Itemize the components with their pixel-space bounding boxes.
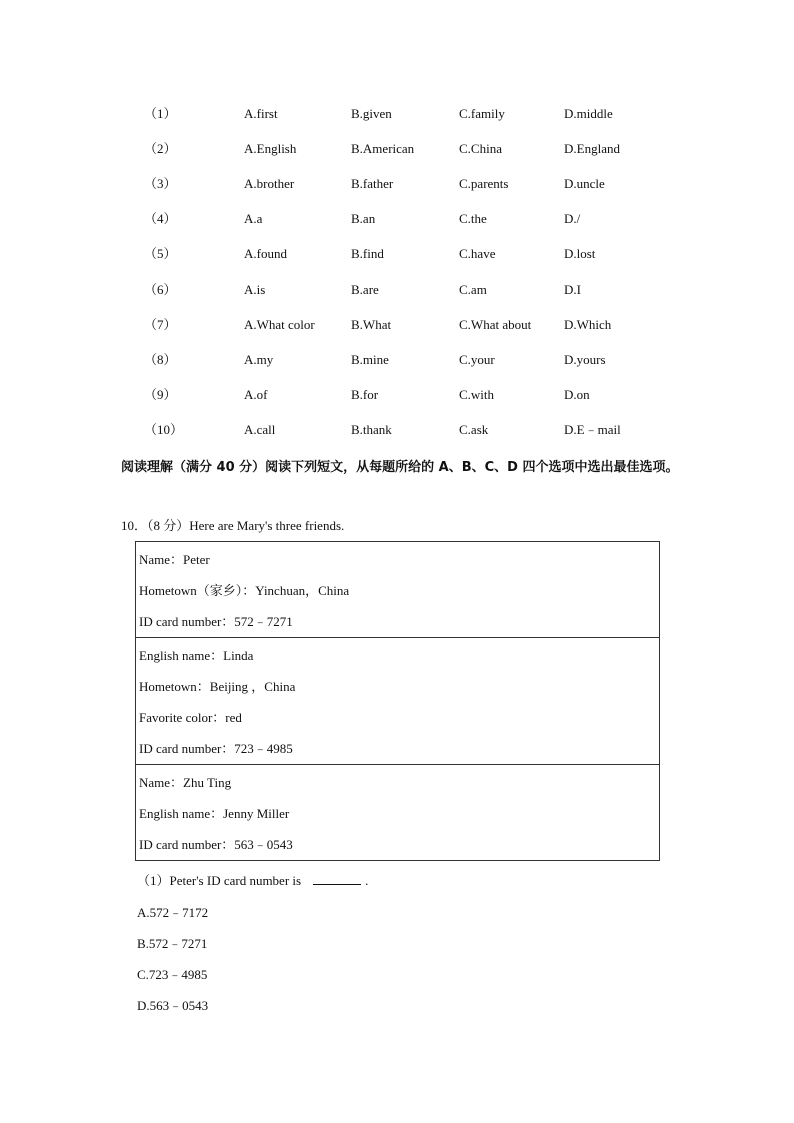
option-number: （9）	[144, 387, 177, 402]
option-number: （7）	[144, 317, 177, 332]
option-b: B.American	[351, 141, 415, 156]
option-d: D.lost	[564, 246, 596, 261]
option-b: B.find	[351, 246, 384, 261]
option-b: B.father	[351, 176, 394, 191]
info-line: Name：Zhu Ting	[139, 775, 232, 790]
answer-choice[interactable]: A.572﹣7172	[137, 905, 209, 920]
option-c: C.family	[459, 106, 505, 121]
sub-question-prompt: （1）Peter's ID card number is	[137, 873, 302, 888]
info-line: ID card number：563﹣0543	[139, 837, 293, 852]
option-b: B.What	[351, 317, 392, 332]
option-b: B.thank	[351, 422, 392, 437]
option-number: （5）	[144, 246, 177, 261]
option-a: A.found	[244, 246, 287, 261]
option-c: C.with	[459, 387, 495, 402]
option-a: A.What color	[244, 317, 315, 332]
answer-blank[interactable]	[313, 870, 361, 885]
option-c: C.parents	[459, 176, 509, 191]
option-c: C.am	[459, 282, 487, 297]
option-b: B.for	[351, 387, 379, 402]
option-number: （1）	[144, 106, 177, 121]
info-line: Hometown：Beijing ，China	[139, 679, 296, 694]
option-a: A.is	[244, 282, 266, 297]
option-c: C.What about	[459, 317, 532, 332]
option-a: A.my	[244, 352, 274, 367]
option-a: A.call	[244, 422, 276, 437]
option-b: B.mine	[351, 352, 389, 367]
option-c: C.ask	[459, 422, 489, 437]
answer-choice[interactable]: B.572﹣7271	[137, 936, 208, 951]
info-line: Name：Peter	[139, 552, 210, 567]
info-line: Hometown（家乡）：Yinchuan，China	[139, 583, 350, 598]
option-number: （8）	[144, 352, 177, 367]
answer-choice[interactable]: D.563﹣0543	[137, 998, 209, 1013]
info-line: English name：Jenny Miller	[139, 806, 290, 821]
option-c: C.the	[459, 211, 487, 226]
option-number: （3）	[144, 176, 177, 191]
friend-card-peter	[136, 544, 659, 638]
friends-info-table	[135, 541, 660, 861]
option-c: C.China	[459, 141, 502, 156]
option-d: D.E﹣mail	[564, 422, 621, 437]
option-c: C.your	[459, 352, 495, 367]
question-title: 10．（8 分）Here are Mary's three friends.	[121, 518, 345, 533]
option-number: （6）	[144, 282, 177, 297]
friend-card-linda	[136, 640, 659, 765]
option-d: D.I	[564, 282, 581, 297]
option-d: D.yours	[564, 352, 606, 367]
option-a: A.brother	[244, 176, 295, 191]
sub-question	[137, 870, 368, 892]
option-d: D.uncle	[564, 176, 605, 191]
option-d: D.Which	[564, 317, 612, 332]
info-line: ID card number：723﹣4985	[139, 741, 293, 756]
option-b: B.are	[351, 282, 379, 297]
option-a: A.English	[244, 141, 297, 156]
option-c: C.have	[459, 246, 496, 261]
option-d: D.England	[564, 141, 620, 156]
option-number: （2）	[144, 141, 177, 156]
option-b: B.given	[351, 106, 392, 121]
info-line: ID card number：572﹣7271	[139, 614, 293, 629]
option-a: A.a	[244, 211, 263, 226]
section-heading: 阅读理解（满分 40 分）阅读下列短文，从每题所给的 A、B、C、D 四个选项中选出最佳选项。	[121, 460, 679, 475]
answer-choice[interactable]: C.723﹣4985	[137, 967, 208, 982]
option-number: （4）	[144, 211, 177, 226]
info-line: English name：Linda	[139, 648, 254, 663]
option-a: A.of	[244, 387, 268, 402]
sub-question-end: .	[365, 873, 369, 888]
option-b: B.an	[351, 211, 376, 226]
option-d: D.middle	[564, 106, 613, 121]
option-d: D.on	[564, 387, 590, 402]
info-line: Favorite color：red	[139, 710, 242, 725]
option-d: D./	[564, 211, 581, 226]
friend-card-zhu-ting	[136, 767, 659, 860]
option-a: A.first	[244, 106, 278, 121]
option-number: （10）	[144, 422, 184, 437]
